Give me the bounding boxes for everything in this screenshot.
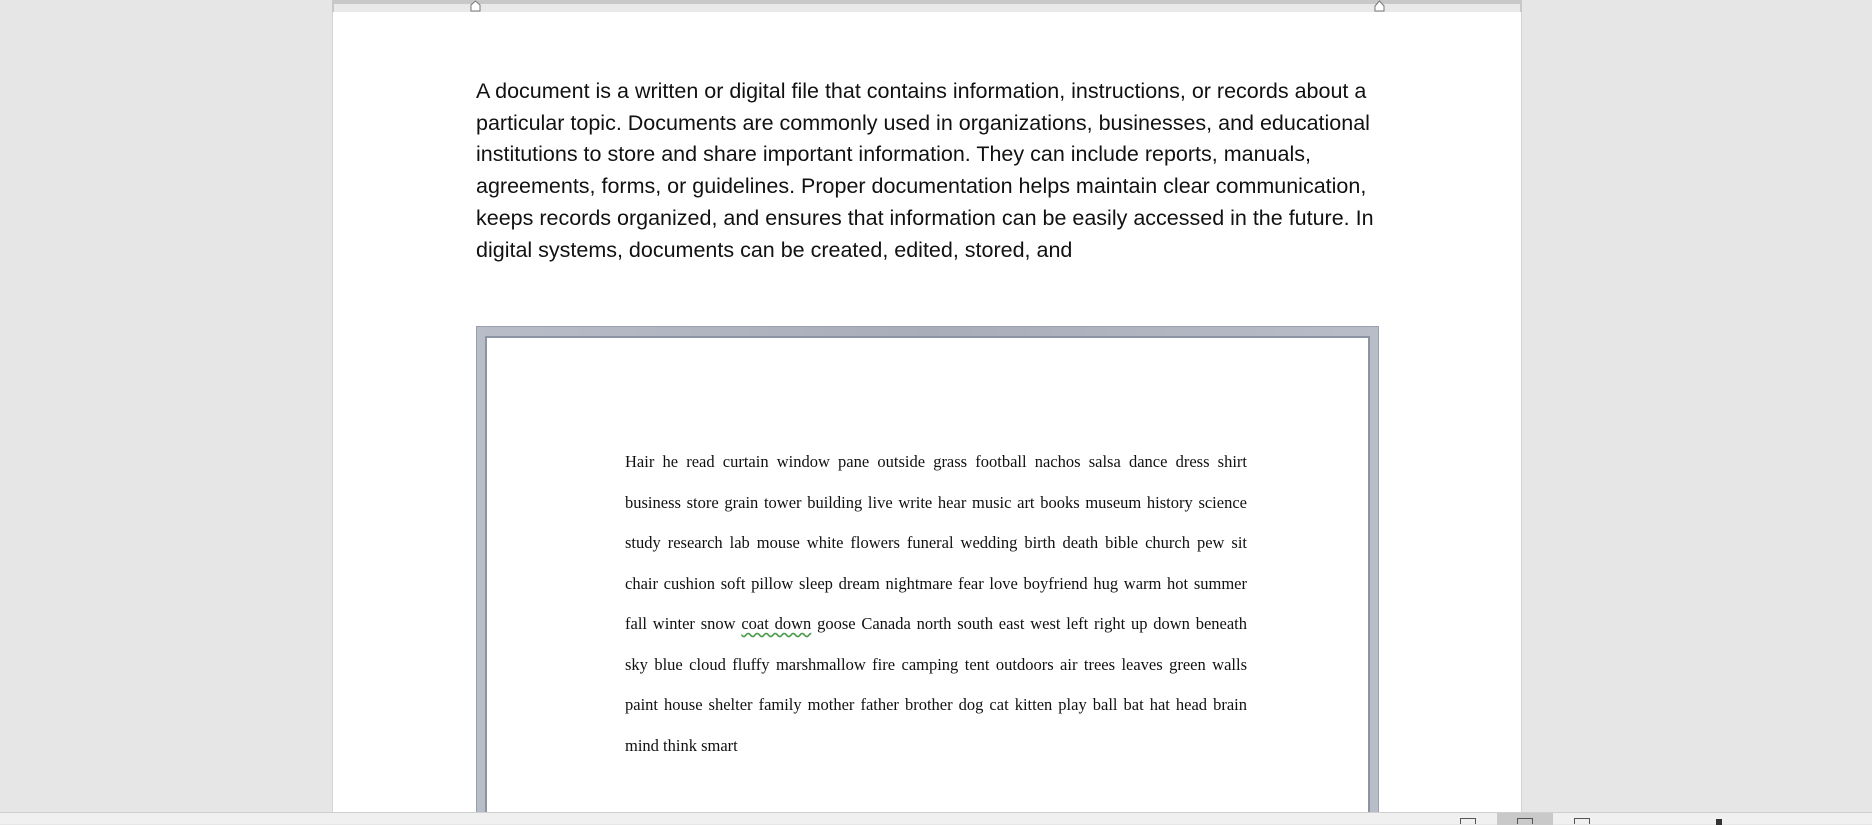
body-paragraph[interactable]: A document is a written or digital file that contains information, instructions, or records about a particular topic. Documents are commonly used in organizations, businesses, and educational institutions to store and share important information. They can include reports, manuals, agreements, forms, or guidelines. Proper documentation helps maintain clear communication, keeps records organized, and ensures that information can be easily accessed in the future. In digital systems, documents can be created, edited, stored, and <box>476 79 1374 262</box>
web-layout-icon <box>1574 818 1590 824</box>
ruler-track <box>334 4 1520 12</box>
left-indent-marker-icon[interactable] <box>470 0 481 12</box>
embedded-text-start: Hair he read curtain window pane outside grass football nachos salsa dance dress shirt business store grain tower building live write hear music art books museum history science study research lab mouse white flowers funeral wedding birth death bible church pew sit chair cushion soft pillow sleep dream nightmare fear love boyfriend hug warm hot summer fall winter snow <box>625 452 1247 633</box>
read-mode-icon <box>1460 818 1476 824</box>
grammar-flagged-phrase: coat down <box>741 614 812 633</box>
embedded-text <box>625 442 1247 766</box>
status-bar <box>0 812 1872 824</box>
right-indent-marker-icon[interactable] <box>1374 0 1385 12</box>
web-layout-button[interactable] <box>1554 813 1610 825</box>
zoom-slider-thumb[interactable] <box>1716 819 1722 825</box>
embedded-text-end: goose Canada north south east west left right up down beneath sky blue cloud fluffy marshmallow fire camping tent outdoors air trees leaves green walls paint house shelter family mother father brother dog cat kitten play ball bat hat head brain mind think smart <box>625 614 1247 755</box>
print-layout-icon <box>1517 818 1533 824</box>
read-mode-button[interactable] <box>1440 813 1496 825</box>
embedded-page <box>485 336 1370 816</box>
horizontal-ruler[interactable] <box>332 0 1522 12</box>
embedded-document-image[interactable] <box>476 326 1379 816</box>
print-layout-button[interactable] <box>1497 813 1553 825</box>
